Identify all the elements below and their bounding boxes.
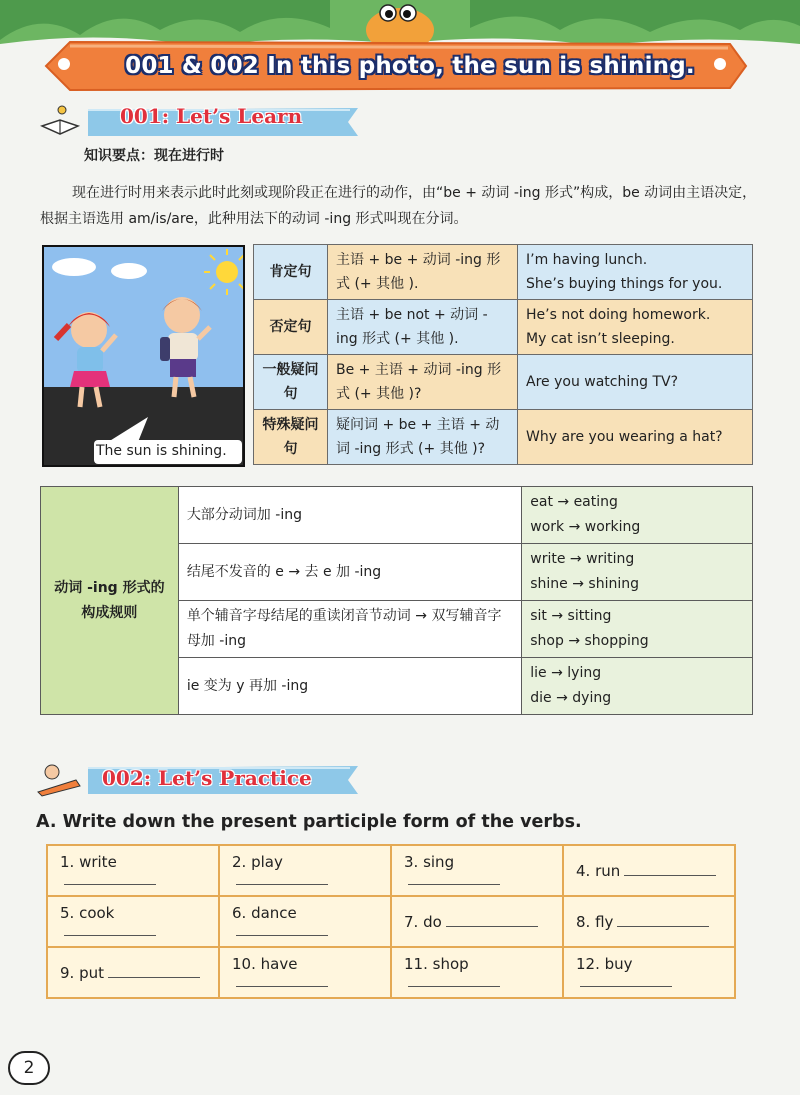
verb-label: 3. sing	[404, 852, 455, 871]
grammar-table	[253, 244, 753, 465]
sentence-type: 否定句	[254, 300, 328, 355]
practice-item	[391, 845, 563, 896]
structure-rule: Be + 主语 + 动词 -ing 形式 (+ 其他 )?	[328, 355, 518, 410]
example-sentence: Are you watching TV?	[518, 355, 753, 410]
practice-item	[391, 896, 563, 947]
ing-rule: 结尾不发音的 e → 去 e 加 -ing	[178, 544, 521, 601]
practice-item	[563, 947, 735, 998]
verb-label: 10. have	[232, 954, 298, 973]
sentence-type: 特殊疑问句	[254, 410, 328, 465]
pencil-kid-icon	[38, 765, 80, 796]
section-learn-heading: 001: Let’s Learn	[120, 104, 303, 128]
intro-paragraph: 现在进行时用来表示此时此刻或现阶段正在进行的动作，由“be + 动词 -ing 形式”构成，be 动词由主语决定，根据主语选用 am/is/are，此种用法下的动词 -ing 形式叫现在分词。	[40, 185, 757, 227]
key-point: 知识要点：现在进行时	[84, 148, 224, 164]
answer-blank[interactable]	[64, 922, 156, 936]
verb-label: 4. run	[576, 861, 621, 880]
example-sentence: She’s buying things for you.	[526, 276, 723, 292]
section-practice-heading: 002: Let’s Practice	[102, 766, 312, 790]
ing-example: shine → shining	[530, 576, 640, 592]
answer-blank[interactable]	[617, 913, 709, 927]
answer-blank[interactable]	[108, 964, 200, 978]
example-sentence: My cat isn’t sleeping.	[526, 331, 675, 347]
ing-example-cell	[522, 658, 753, 715]
table-row	[47, 896, 735, 947]
answer-blank[interactable]	[408, 973, 500, 987]
practice-item	[219, 947, 391, 998]
verb-label: 1. write	[60, 852, 117, 871]
verb-label: 6. dance	[232, 903, 297, 922]
structure-rule: 主语 + be not + 动词 -ing 形式 (+ 其他 ).	[328, 300, 518, 355]
answer-blank[interactable]	[64, 871, 156, 885]
ing-rule: 单个辅音字母结尾的重读闭音节动词 → 双写辅音字母加 -ing	[178, 601, 521, 658]
ing-example: die → dying	[530, 690, 612, 706]
verb-label: 5. cook	[60, 903, 115, 922]
verb-label: 7. do	[404, 912, 442, 931]
verb-label: 8. fly	[576, 912, 614, 931]
practice-item	[563, 896, 735, 947]
example-cell	[518, 245, 753, 300]
table-row	[254, 410, 753, 465]
structure-rule: 主语 + be + 动词 -ing 形式 (+ 其他 ).	[328, 245, 518, 300]
answer-blank[interactable]	[236, 973, 328, 987]
book-icon	[42, 106, 78, 134]
ing-example: shop → shopping	[530, 633, 649, 649]
answer-blank[interactable]	[236, 922, 328, 936]
sun-shining-illustration	[42, 245, 245, 467]
example-cell	[518, 300, 753, 355]
ing-rules-table	[40, 486, 753, 715]
verb-label: 9. put	[60, 963, 104, 982]
page-title: 001 & 002 In this photo, the sun is shining.	[125, 53, 695, 79]
picture-caption: The sun is shining.	[96, 443, 227, 459]
ing-example-cell	[522, 487, 753, 544]
practice-item	[47, 896, 219, 947]
answer-blank[interactable]	[408, 871, 500, 885]
verb-label: 12. buy	[576, 954, 633, 973]
table-row	[41, 487, 753, 544]
table-row	[47, 947, 735, 998]
answer-blank[interactable]	[580, 973, 672, 987]
structure-rule: 疑问词 + be + 主语 + 动词 -ing 形式 (+ 其他 )?	[328, 410, 518, 465]
sentence-type: 一般疑问句	[254, 355, 328, 410]
ing-rules-label: 动词 -ing 形式的构成规则	[41, 487, 179, 715]
practice-item	[219, 845, 391, 896]
table-row	[254, 300, 753, 355]
page-number: 2	[8, 1051, 50, 1085]
exercise-instruction: A. Write down the present participle form of the verbs.	[36, 812, 582, 832]
example-sentence: Why are you wearing a hat?	[518, 410, 753, 465]
answer-blank[interactable]	[446, 913, 538, 927]
answer-blank[interactable]	[236, 871, 328, 885]
table-row	[47, 845, 735, 896]
ing-example-cell	[522, 601, 753, 658]
practice-item	[47, 845, 219, 896]
verb-label: 2. play	[232, 852, 283, 871]
practice-item	[47, 947, 219, 998]
ing-rule: ie 变为 y 再加 -ing	[178, 658, 521, 715]
practice-item	[391, 947, 563, 998]
example-sentence: He’s not doing homework.	[526, 307, 711, 323]
ing-example: work → working	[530, 519, 641, 535]
ing-rule: 大部分动词加 -ing	[178, 487, 521, 544]
ing-example: sit → sitting	[530, 608, 612, 624]
practice-item	[219, 896, 391, 947]
table-row	[254, 245, 753, 300]
practice-table	[46, 844, 736, 999]
example-sentence: I’m having lunch.	[526, 252, 648, 268]
ing-example: lie → lying	[530, 665, 602, 681]
ing-example-cell	[522, 544, 753, 601]
sentence-type: 肯定句	[254, 245, 328, 300]
verb-label: 11. shop	[404, 954, 469, 973]
answer-blank[interactable]	[624, 862, 716, 876]
ing-example: write → writing	[530, 551, 635, 567]
table-row	[254, 355, 753, 410]
practice-item	[563, 845, 735, 896]
ing-example: eat → eating	[530, 494, 618, 510]
